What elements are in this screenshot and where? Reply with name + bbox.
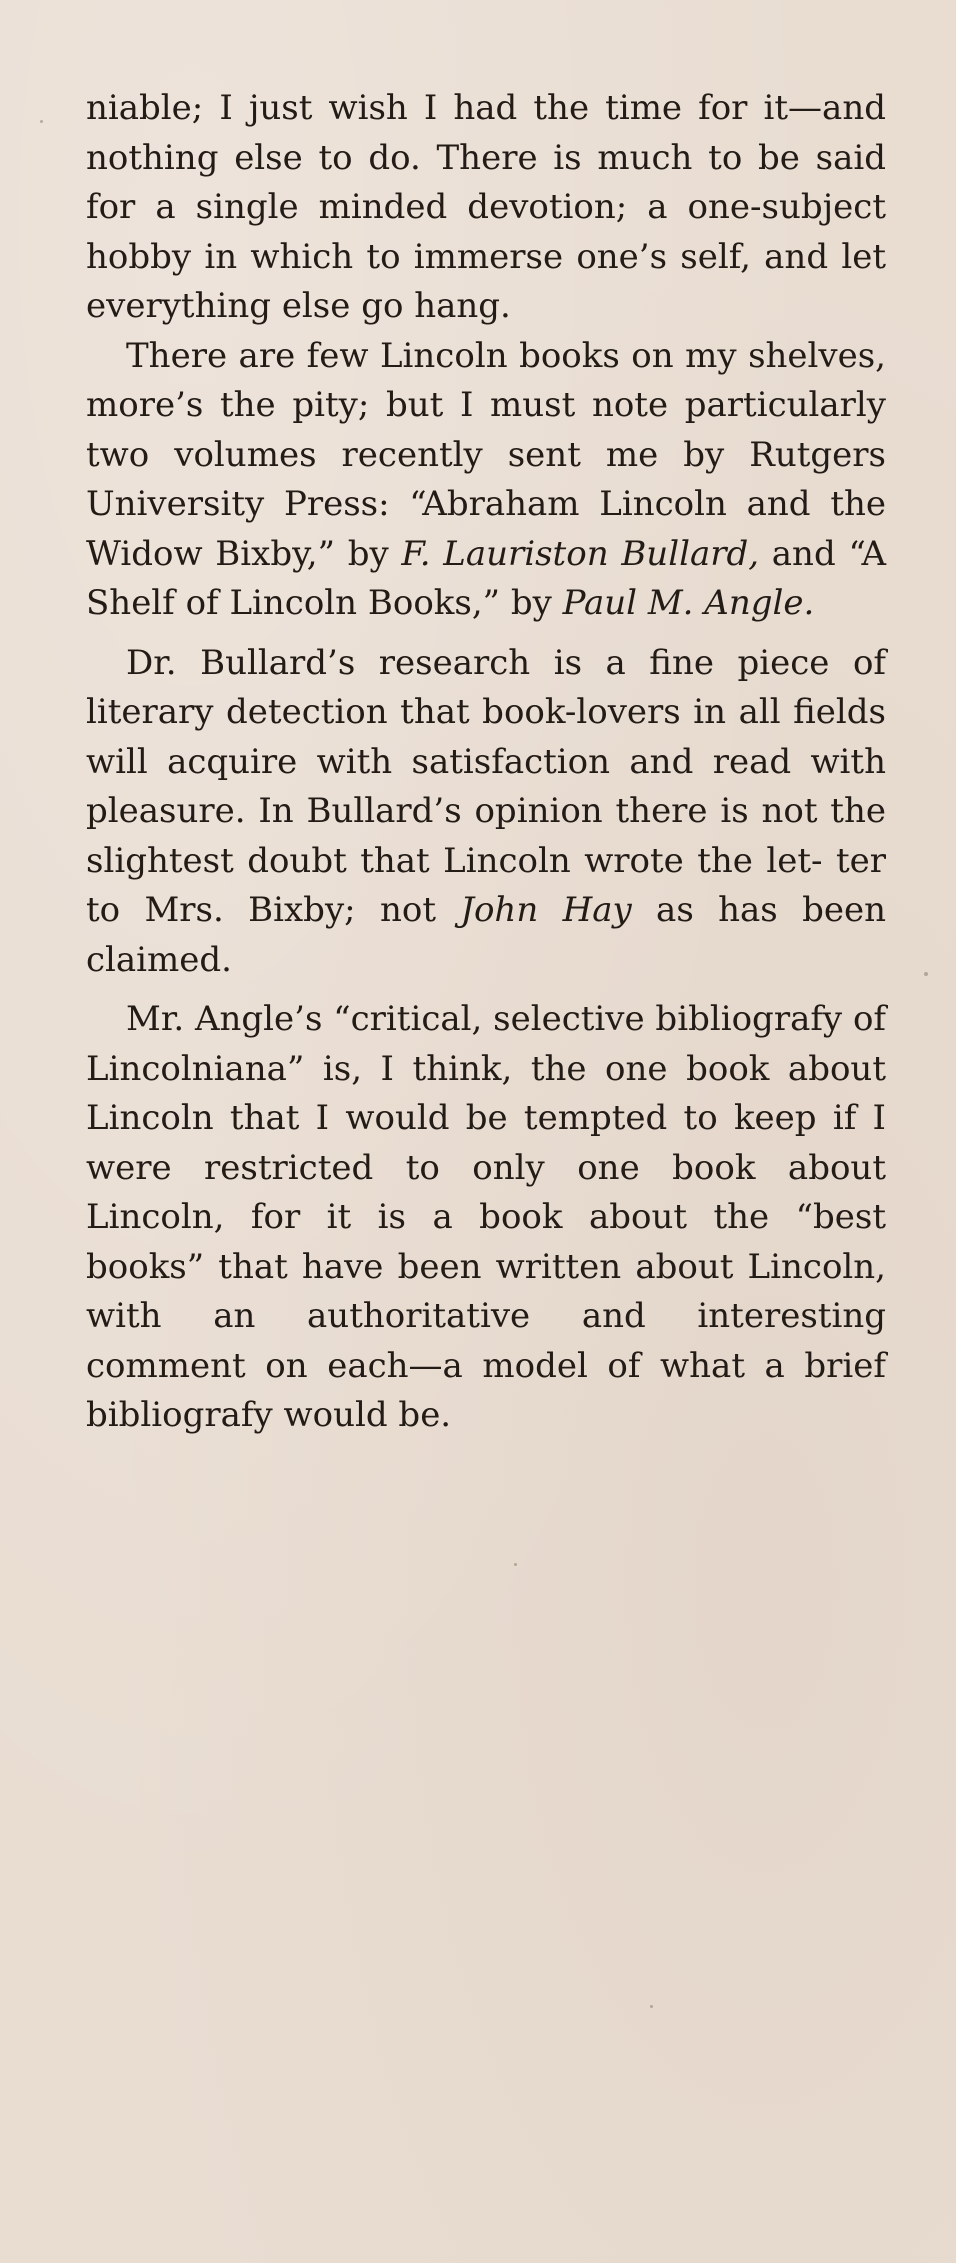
paper-speck [40, 120, 43, 123]
paragraph-3-text-b: as has been claimed. [86, 890, 886, 980]
paragraph-2 [86, 332, 886, 629]
paper-speck [924, 972, 928, 976]
paragraph-1-text: niable; I just wish I had the time for it—and nothing else to do. There is much to be said for a single minded devotion; a one-subject hobby in which to immerse one’s self, and let everything else go hang. [86, 88, 886, 326]
paragraph-3-text-a: Dr. Bullard’s research is a fine piece of literary detection that book-lovers in all fields will acquire with satisfaction and read with pleasure. In Bullard’s opinion there is not the slightest doubt that Lincoln wrote the let- ter to Mrs. Bixby; not [86, 642, 886, 930]
paragraph-3 [86, 639, 886, 986]
paragraph-2-text-a: There are few Lincoln books on my shelves, more’s the pity; but I must note particularly two volumes recently sent me by Rutgers University Press: “Abraham Lincoln and the Widow Bixby,” by [86, 335, 886, 574]
paper-speck [650, 2005, 653, 2008]
author-bullard: F. Lauriston Bullard, [401, 533, 760, 574]
text-column [86, 84, 886, 1441]
paragraph-4 [86, 995, 886, 1441]
author-angle: Paul M. Angle. [562, 583, 815, 623]
paper-speck [514, 1563, 517, 1566]
paragraph-1 [86, 84, 886, 332]
paragraph-4-text: Mr. Angle’s “critical, selective bibliografy of Lincolniana” is, I think, the one book about Lincoln that I would be tempted to keep if I were restricted to only one book about Lincoln, for it is a book about the “best books” that have been written about Lincoln, with an authoritative and interesting comment on each—a model of what a brief bibliografy would be. [86, 999, 886, 1435]
name-john-hay: John Hay [460, 890, 632, 930]
paragraph-2-text-b: and “A Shelf of Lincoln Books,” by [86, 533, 886, 623]
